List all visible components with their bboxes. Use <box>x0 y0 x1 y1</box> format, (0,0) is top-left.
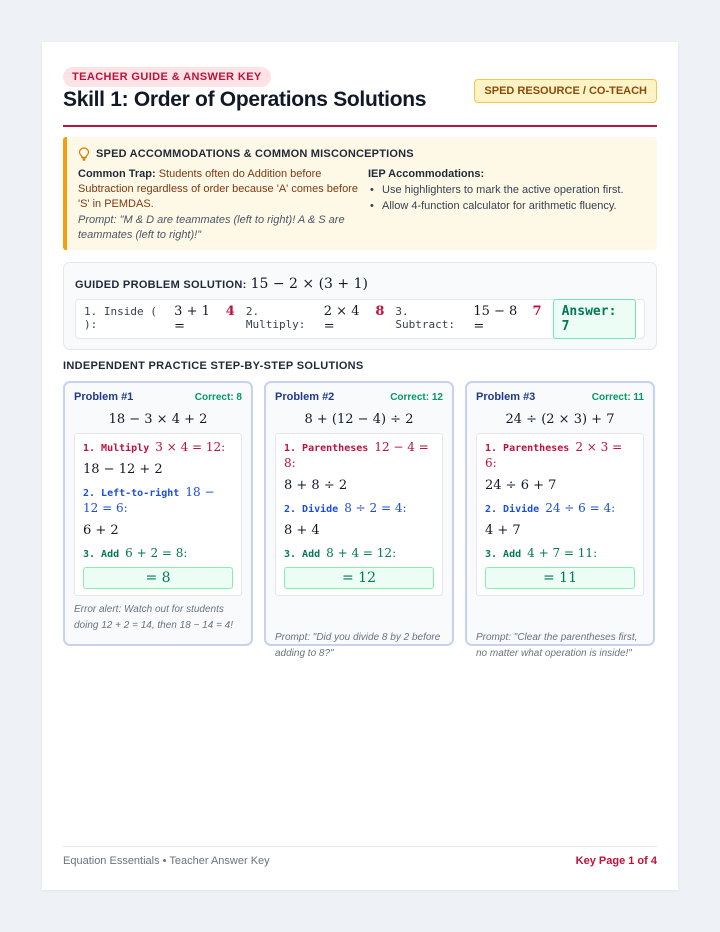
title-divider <box>63 125 657 127</box>
guided-label: GUIDED PROBLEM SOLUTION: <box>75 279 247 291</box>
page-content <box>63 42 657 890</box>
problem-expression: 24 ÷ (2 × 3) + 7 <box>505 412 615 427</box>
guided-step-result: 4 <box>225 304 235 319</box>
problem-name: Problem #1 <box>74 391 134 403</box>
problem-expression: 18 − 3 × 4 + 2 <box>108 412 208 427</box>
final-answer: = 12 <box>284 567 434 589</box>
guided-step-work: 15 − 8 = <box>473 304 518 334</box>
guided-step-result: 8 <box>375 304 385 319</box>
guided-heading <box>75 276 645 292</box>
step-2-label: 2. Divide 24 ÷ 6 = 4: <box>485 501 616 515</box>
guided-problem-box <box>63 262 657 350</box>
solution-steps <box>74 433 242 596</box>
footer-page-number: Key Page 1 of 4 <box>575 855 657 867</box>
guided-step-label: 2. Multiply: <box>245 305 306 331</box>
final-answer: = 11 <box>485 567 635 589</box>
footer-course: Equation Essentials • Teacher Answer Key <box>63 855 270 867</box>
iep-item: • Allow 4-function calculator for arithmetic fluency. <box>368 199 624 214</box>
problem-expression: 8 + (12 − 4) ÷ 2 <box>304 412 414 427</box>
problem-card-3 <box>465 381 655 659</box>
guided-step <box>395 304 541 334</box>
step-1-label: 1. Multiply 3 × 4 = 12: <box>83 440 226 454</box>
problem-card-2 <box>264 381 454 659</box>
guided-step-label: 1. Inside ( ): <box>84 305 157 331</box>
step-3-label: 3. Add 4 + 7 = 11: <box>485 546 598 560</box>
step-1-result: 8 + 8 ÷ 2 <box>284 478 348 493</box>
guided-steps-row <box>75 299 645 339</box>
page-title: Skill 1: Order of Operations Solutions <box>63 88 427 111</box>
teacher-note: Prompt: "Did you divide 8 by 2 before adding to 8?" <box>275 632 441 659</box>
step-2-result: 4 + 7 <box>485 523 521 538</box>
problem-correct: Correct: 8 <box>194 392 242 403</box>
guided-step-result: 7 <box>532 304 542 319</box>
iep-item: • Use highlighters to mark the active operation first. <box>368 183 624 198</box>
step-1-result: 18 − 12 + 2 <box>83 462 163 477</box>
teacher-note: Prompt: "Clear the parentheses first, no matter what operation is inside!" <box>476 632 638 659</box>
guided-step-work: 2 × 4 = <box>323 304 360 334</box>
step-3-label: 3. Add 6 + 2 = 8: <box>83 546 188 560</box>
answer-key-page <box>42 42 678 890</box>
guided-step-label: 3. Subtract: <box>395 305 455 331</box>
step-2-label: 2. Left-to-right 18 − 12 = 6: <box>83 485 215 515</box>
teacher-note: Error alert: Watch out for students doing 12 + 2 = 14, then 18 − 14 = 4! <box>74 604 234 631</box>
step-1-result: 24 ÷ 6 + 7 <box>485 478 557 493</box>
problem-card-1 <box>63 381 253 646</box>
guided-step-work: 3 + 1 = <box>174 304 210 334</box>
accommodations-heading <box>78 147 645 161</box>
sped-resource-badge: SPED RESOURCE / CO-TEACH <box>474 79 657 103</box>
guided-answer-badge: Answer: 7 <box>553 299 636 339</box>
common-trap-column <box>78 167 368 243</box>
accommodations-callout <box>63 137 657 250</box>
iep-list <box>368 183 624 214</box>
final-answer: = 8 <box>83 567 233 589</box>
footer-divider <box>63 846 657 847</box>
problem-correct: Correct: 12 <box>390 392 443 403</box>
problem-correct: Correct: 11 <box>591 392 644 403</box>
teammates-prompt: Prompt: "M & D are teammates (left to right)! A & S are teammates (left to right)!" <box>78 214 345 241</box>
common-trap-label: Common Trap: <box>78 168 156 180</box>
accommodations-heading-text: SPED ACCOMMODATIONS & COMMON MISCONCEPTIONS <box>96 148 414 160</box>
problem-name: Problem #3 <box>476 391 536 403</box>
guided-step <box>246 304 385 334</box>
iep-column <box>368 167 624 243</box>
iep-label: IEP Accommodations: <box>368 168 485 180</box>
step-2-label: 2. Divide 8 ÷ 2 = 4: <box>284 501 407 515</box>
step-2-result: 6 + 2 <box>83 523 119 538</box>
step-1-label: 1. Parentheses 12 − 4 = 8: <box>284 440 429 470</box>
step-2-result: 8 + 4 <box>284 523 320 538</box>
solution-steps <box>275 433 443 596</box>
solution-steps <box>476 433 644 596</box>
lightbulb-icon <box>78 147 90 161</box>
teacher-guide-badge: TEACHER GUIDE & ANSWER KEY <box>63 67 271 87</box>
guided-step <box>84 304 235 334</box>
practice-heading: INDEPENDENT PRACTICE STEP-BY-STEP SOLUTIONS <box>63 360 364 372</box>
step-3-label: 3. Add 8 + 4 = 12: <box>284 546 397 560</box>
step-1-label: 1. Parentheses 2 × 3 = 6: <box>485 440 623 470</box>
guided-expression: 15 − 2 × (3 + 1) <box>250 276 368 292</box>
problem-name: Problem #2 <box>275 391 335 403</box>
common-trap-text: Students often do Addition before Subtraction regardless of order because 'A' comes before 'S' in PEMDAS. <box>78 168 358 210</box>
